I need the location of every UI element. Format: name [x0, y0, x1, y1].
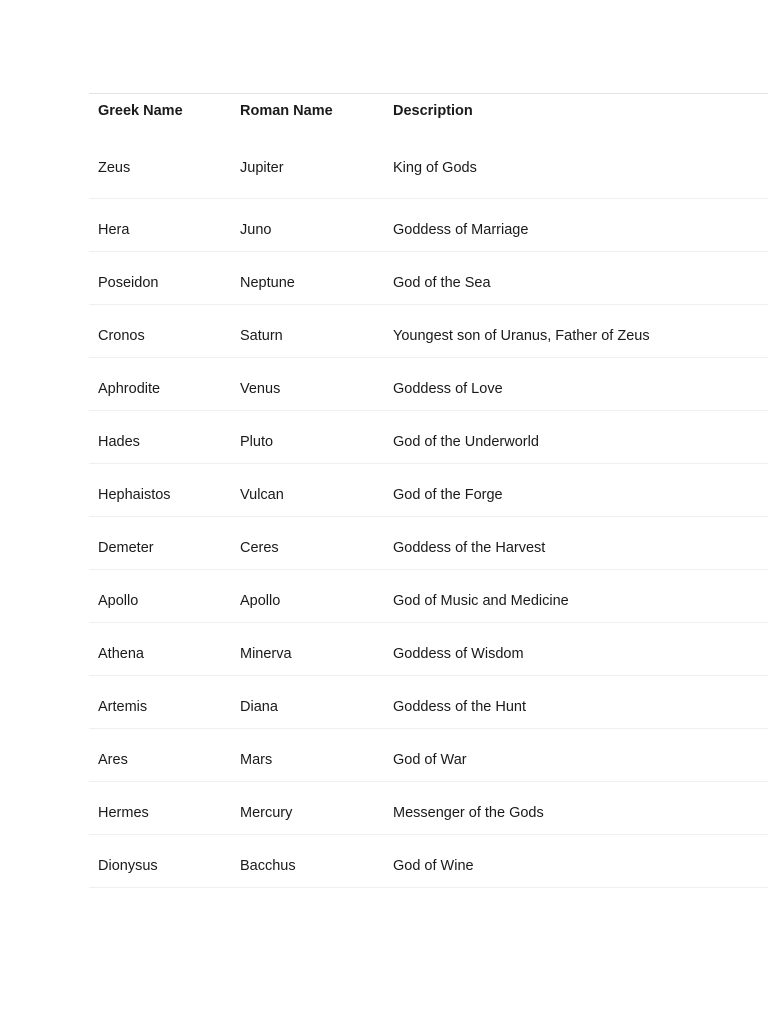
- column-header-description: Description: [393, 103, 473, 119]
- roman-name-cell: Bacchus: [240, 858, 296, 874]
- roman-name-cell: Juno: [240, 222, 272, 238]
- roman-name-cell: Neptune: [240, 275, 295, 291]
- description-cell: God of Wine: [393, 858, 474, 874]
- table-row: [89, 137, 768, 199]
- greek-name-cell: Dionysus: [98, 858, 158, 874]
- table-row: [89, 623, 768, 676]
- description-cell: Goddess of Wisdom: [393, 646, 524, 662]
- greek-name-cell: Poseidon: [98, 275, 159, 291]
- roman-name-cell: Mercury: [240, 805, 293, 821]
- table-row: [89, 305, 768, 358]
- greek-name-cell: Apollo: [98, 593, 139, 609]
- description-cell: Goddess of Marriage: [393, 222, 529, 238]
- description-cell: Goddess of the Harvest: [393, 540, 546, 556]
- roman-name-cell: Diana: [240, 699, 278, 715]
- roman-name-cell: Saturn: [240, 328, 283, 344]
- roman-name-cell: Apollo: [240, 593, 281, 609]
- column-header-roman-name: Roman Name: [240, 103, 333, 119]
- table-row: [89, 358, 768, 411]
- roman-name-cell: Pluto: [240, 434, 274, 450]
- table-row: [89, 252, 768, 305]
- roman-name-cell: Jupiter: [240, 160, 284, 176]
- table-row: [89, 782, 768, 835]
- table-row: [89, 199, 768, 252]
- description-cell: Goddess of the Hunt: [393, 699, 526, 715]
- greek-name-cell: Ares: [98, 752, 128, 768]
- description-cell: Messenger of the Gods: [393, 805, 544, 821]
- greek-name-cell: Aphrodite: [98, 381, 161, 397]
- table-row: [89, 464, 768, 517]
- description-cell: God of War: [393, 752, 467, 768]
- roman-name-cell: Minerva: [240, 646, 292, 662]
- roman-name-cell: Venus: [240, 381, 281, 397]
- greek-name-cell: Hades: [98, 434, 140, 450]
- table-row: [89, 676, 768, 729]
- gods-table: [89, 93, 768, 888]
- column-header-greek-name: Greek Name: [98, 103, 183, 119]
- greek-name-cell: Hephaistos: [98, 487, 171, 503]
- description-cell: Goddess of Love: [393, 381, 503, 397]
- roman-name-cell: Ceres: [240, 540, 279, 556]
- greek-name-cell: Artemis: [98, 699, 148, 715]
- greek-name-cell: Cronos: [98, 328, 145, 344]
- description-cell: King of Gods: [393, 160, 477, 176]
- description-cell: God of Music and Medicine: [393, 593, 569, 609]
- description-cell: God of the Forge: [393, 487, 503, 503]
- greek-name-cell: Zeus: [98, 160, 131, 176]
- table-row: [89, 517, 768, 570]
- description-cell: God of the Underworld: [393, 434, 539, 450]
- description-cell: Youngest son of Uranus, Father of Zeus: [393, 328, 650, 344]
- greek-name-cell: Hera: [98, 222, 130, 238]
- table-row: [89, 729, 768, 782]
- greek-name-cell: Athena: [98, 646, 144, 662]
- roman-name-cell: Vulcan: [240, 487, 284, 503]
- roman-name-cell: Mars: [240, 752, 273, 768]
- table-header-row: [89, 94, 768, 137]
- table-row: [89, 411, 768, 464]
- table-row: [89, 570, 768, 623]
- greek-name-cell: Hermes: [98, 805, 149, 821]
- description-cell: God of the Sea: [393, 275, 491, 291]
- table-row: [89, 835, 768, 888]
- greek-name-cell: Demeter: [98, 540, 154, 556]
